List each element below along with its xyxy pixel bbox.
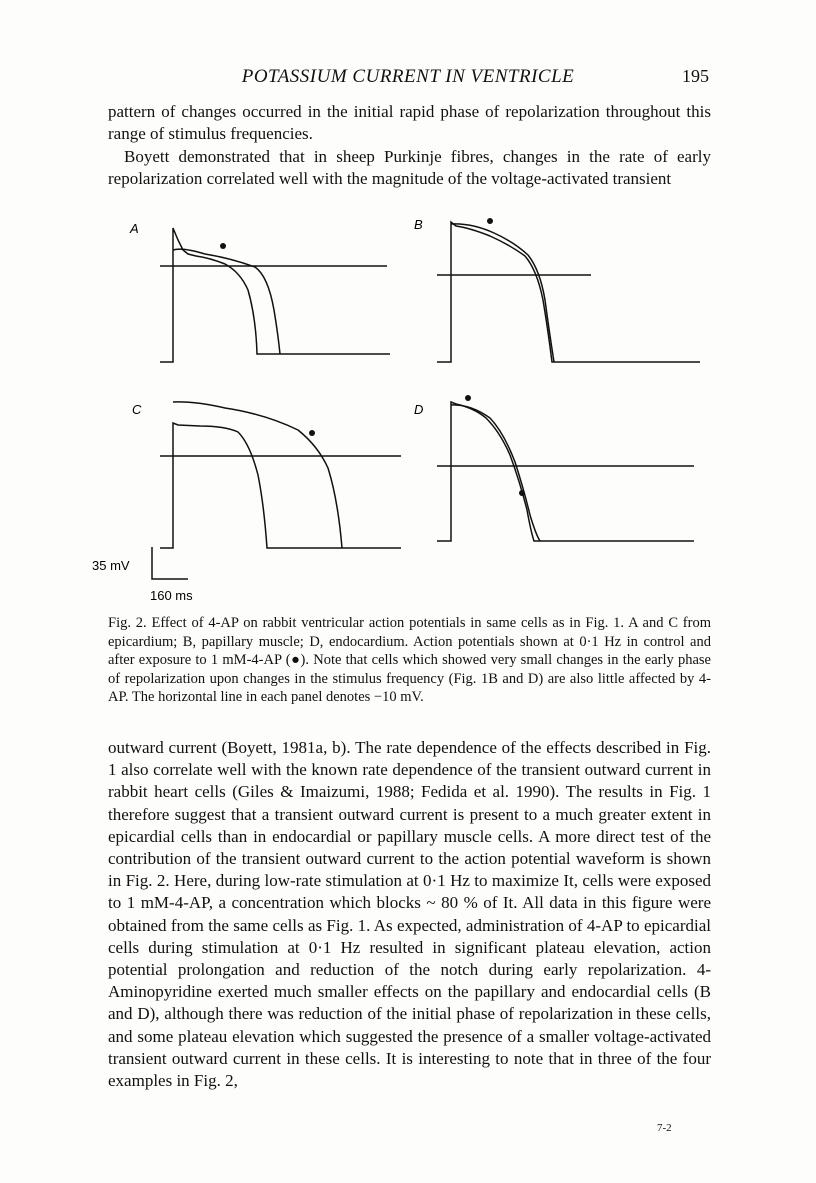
paragraph-3: outward current (Boyett, 1981a, b). The rate dependence of the effects described in Fig. 1 also correlate well with the known rate dependence of the transient outward current in rabbit heart cells (Giles & Imaizumi, 1988; Fedida et al. 1990). The results in Fig. 1 therefore suggest that a transient outward current is present to a much greater extent in epicardial cells than in endocardial or papillary muscle cells. A more direct test of the contribution of the transient outward current to the action potential waveform is shown in Fig. 2. Here, during low-rate stimulation at 0·1 Hz to maximize It, cells were exposed to 1 mM-4-AP, a concentration which blocks ~ 80 % of It. All data in this figure were obtained from the same cells as Fig. 1. As expected, administration of 4-AP to epicardial cells during stimulation at 0·1 Hz resulted in significant plateau elevation, action potential prolongation and reduction of the notch during early repolarization. 4-Aminopyridine exerted much smaller effects on the papillary and endocardial cells (B and D), although there was reduction of the initial phase of repolarization in these cells, and some plateau elevation which suggested the presence of a smaller voltage-activated transient outward current in these cells. It is interesting to note that in three of the four examples in Fig. 2, [108,738,711,1091]
panel-b-4ap-marker [487,218,493,224]
figure-caption: Fig. 2. Effect of 4-AP on rabbit ventricular action potentials in same cells as in Fig. 1. A and C from epicardium; B, papillary muscle; D, endocardium. Action potentials shown at 0·1 Hz in control and after exposure to 1 mM-4-AP (●). Note that cells which showed very small changes in the early phase of repolarization upon changes in the stimulus frequency (Fig. 1B and D) are also little affected by 4-AP. The horizontal line in each panel denotes −10 mV. [108,615,711,705]
scale-bar-lines [152,547,188,579]
panel-b-4ap-trace [451,224,554,362]
panel-d-traces [437,395,694,541]
panel-label-c: C [132,402,142,417]
panel-d-4ap-trace [451,405,540,541]
panel-a-traces [160,228,390,362]
scale-bar [152,547,188,579]
figure-2 [0,200,816,610]
paragraph-2: Boyett demonstrated that in sheep Purkinje fibres, changes in the rate of early repolarization correlated well with the magnitude of the voltage-activated transient [108,147,711,189]
panel-c-4ap-marker [309,430,315,436]
panel-b-traces [437,218,700,362]
scale-label-voltage: 35 mV [92,558,130,573]
page-header [0,66,816,90]
panel-d-4ap-marker-2 [519,490,525,496]
panel-label-b: B [414,217,423,232]
panel-a-control-trace [160,228,390,362]
panel-label-d: D [414,402,424,417]
panel-d-4ap-marker-1 [465,395,471,401]
running-title: POTASSIUM CURRENT IN VENTRICLE [241,66,575,87]
panel-c-control-trace [160,423,401,548]
signature-mark: 7-2 [657,1122,672,1134]
page-number: 195 [682,66,709,86]
panel-b-control-trace [437,222,700,362]
panel-label-a: A [130,221,139,236]
scale-label-time: 160 ms [150,588,193,603]
panel-a-4ap-marker [220,243,226,249]
panel-c-traces [160,402,401,548]
paragraph-1: pattern of changes occurred in the initial rapid phase of repolarization throughout this range of stimulus frequencies. [108,102,711,144]
panel-d-control-trace [437,402,694,541]
